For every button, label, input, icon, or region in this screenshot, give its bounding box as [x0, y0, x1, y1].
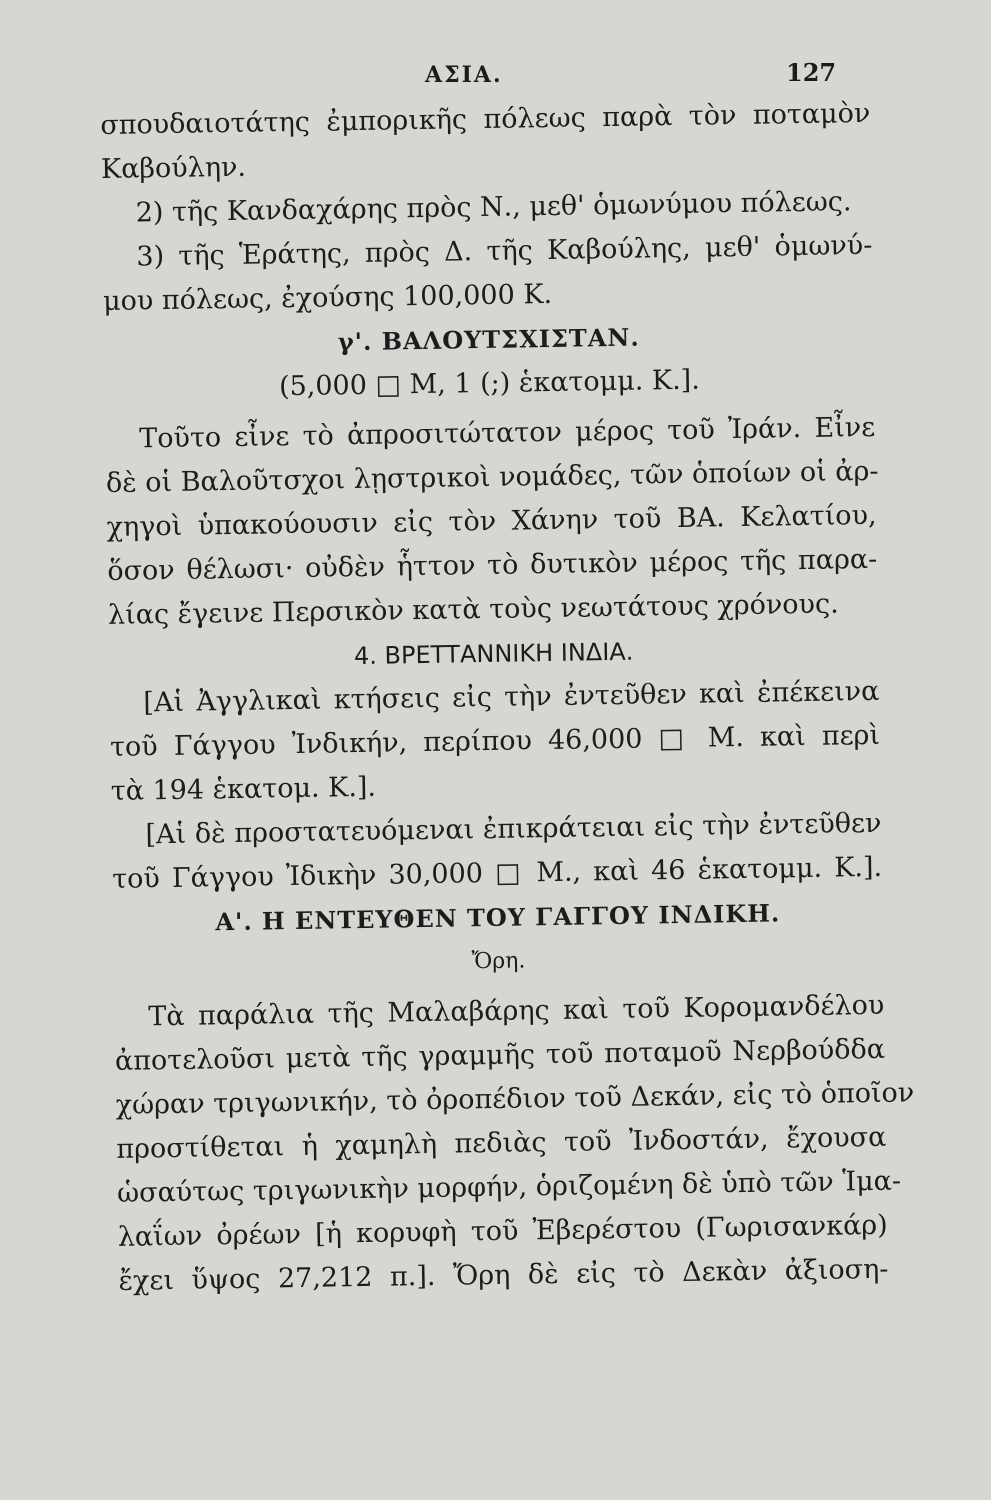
text-line: [Αἱ δὲ προστατευόμεναι ἐπικράτειαι εἰς τὴν ἐντεῦθεν [145, 807, 882, 851]
text-line: προστίθεται ἡ χαμηλὴ πεδιὰς τοῦ Ἰνδοστάν, ἔχουσα [116, 1121, 887, 1165]
page-body [100, 92, 915, 1304]
text-line: μου πόλεως, ἐχούσης 100,000 Κ. [102, 278, 553, 317]
text-line: ὡσαύτως τριγωνικὴν μορφήν, ὁριζομένη δὲ ὑπὸ τῶν Ἱμα- [116, 1165, 902, 1209]
text-line: Τὰ παράλια τῆς Μαλαβάρης καὶ τοῦ Κορομανδέλου [148, 989, 885, 1033]
text-line: δὲ οἱ Βαλοῦτσχοι λῃστρικοὶ νομάδες, τῶν ὁποίων οἱ ἀρ- [105, 455, 879, 499]
text-line: τοῦ Γάγγου Ἰδικὴν 30,000 □ Μ., καὶ 46 ἑκατομμ. Κ.]. [111, 851, 883, 895]
text-line: [Αἱ Ἀγγλικαὶ κτήσεις εἰς τὴν ἐντεῦθεν καὶ ἐπέκεινα [143, 675, 880, 719]
section-heading-india-this-side-ganges: Α'. Η ΕΝΤΕΥΘΕΝ ΤΟΥ ΓΑΓΓΟΥ ΙΝΔΙΚΗ. [215, 898, 781, 937]
page-number: 127 [786, 58, 837, 87]
subsection-heading-mountains: Ὄρη. [471, 948, 526, 975]
text-line: λίας ἔγεινε Περσικὸν κατὰ τοὺς νεωτάτους χρόνους. [107, 588, 839, 631]
text-line: ἀποτελοῦσι μετὰ τῆς γραμμῆς τοῦ ποταμοῦ Νερβούδδα [114, 1033, 886, 1077]
running-head: ΑΣΙΑ. [425, 62, 503, 88]
text-line: ἔχει ὕψος 27,212 π.]. Ὄρη δὲ εἰς τὸ Δεκὰν ἀξιοση- [118, 1253, 889, 1297]
text-line: τοῦ Γάγγου Ἰνδικήν, περίπου 46,000 □ Μ. καὶ περὶ [109, 719, 881, 763]
text-line: σπουδαιοτάτης ἐμπορικῆς πόλεως παρὰ τὸν ποταμὸν [100, 97, 871, 141]
text-line: 3) τῆς Ἑράτης, πρὸς Δ. τῆς Καβούλης, μεθ' ὁμωνύ- [136, 229, 873, 273]
section-heading-baloutschistan: γ'. ΒΑΛΟΥΤΣΧΙΣΤΑΝ. [337, 322, 640, 357]
text-line: χηγοὶ ὑπακούουσιν εἰς τὸν Χάνην τοῦ ΒΑ. Κελατίου, [106, 499, 877, 543]
text-line: λαΐων ὀρέων [ἡ κορυφὴ τοῦ Ἐβερέστου (Γωρισανκάρ) [117, 1209, 888, 1253]
text-line: ὅσον θέλωσι· οὐδὲν ἧττον τὸ δυτικὸν μέρος τῆς παρα- [107, 543, 878, 587]
text-line: 2) τῆς Κανδαχάρης πρὸς Ν., μεθ' ὁμωνύμου πόλεως. [135, 186, 852, 229]
text-line: Τοῦτο εἶνε τὸ ἀπροσιτώτατον μέρος τοῦ Ἰράν. Εἶνε [139, 411, 876, 455]
text-line: (5,000 □ Μ, 1 (;) ἑκατομμ. Κ.]. [278, 364, 701, 403]
text-line: χώραν τριγωνικήν, τὸ ὀροπέδιον τοῦ Δεκάν, εἰς τὸ ὁποῖον [115, 1077, 915, 1121]
text-line: τὰ 194 ἑκατομ. Κ.]. [110, 771, 377, 807]
text-line: Καβούλην. [100, 151, 247, 185]
section-heading-british-india: 4. ΒΡΕΤΤΑΝΝΙΚΗ ΙΝΔΙΑ. [353, 637, 634, 671]
